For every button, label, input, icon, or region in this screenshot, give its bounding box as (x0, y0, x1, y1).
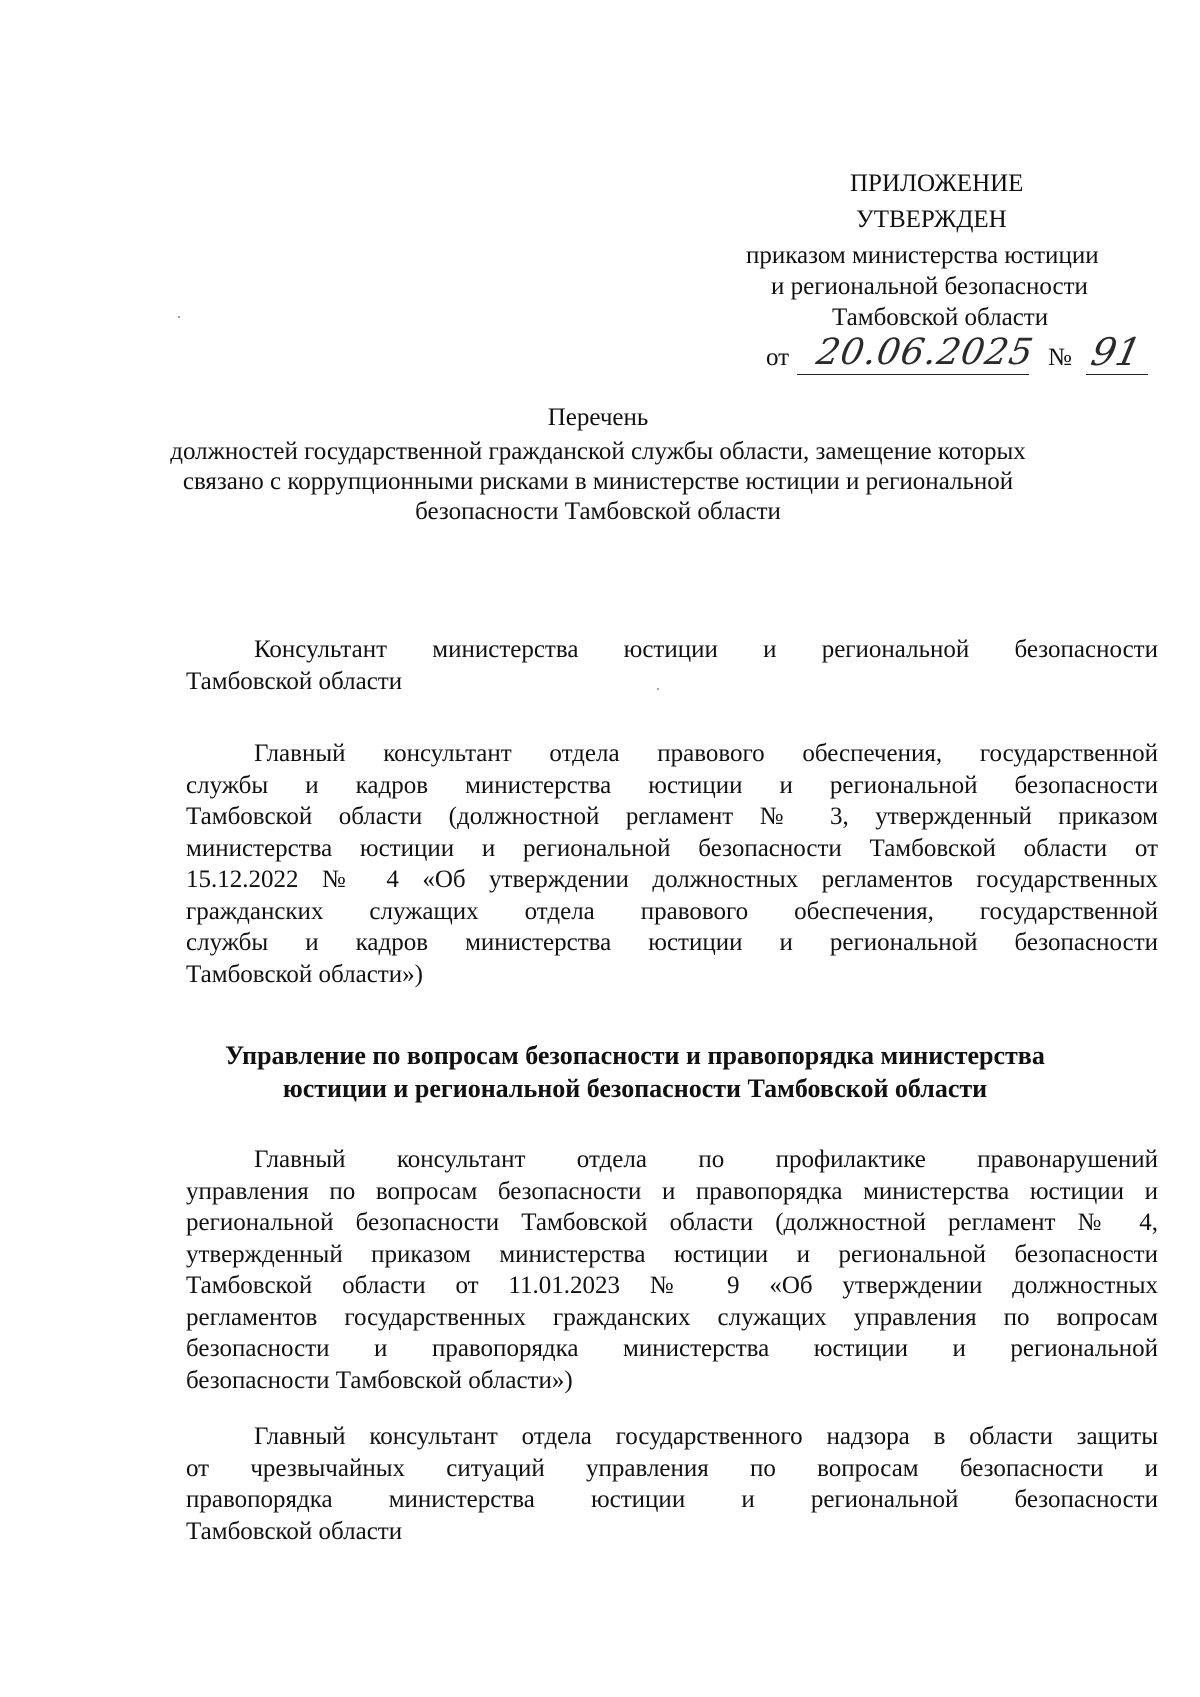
section-heading (150, 1039, 1120, 1105)
position-paragraph-emergency-dept (186, 1421, 1158, 1547)
handwritten-number: 91 (1087, 330, 1146, 374)
paragraph-line: Тамбовской области (186, 1517, 403, 1545)
title-line-2: связано с коррупционными рисками в министерстве юстиции и региональной (182, 468, 1014, 495)
paragraph-line: гражданских служащих отдела правового обеспечения, государственной (186, 897, 1158, 925)
approved-label: УТВЕРЖДЕН (856, 206, 1007, 233)
paragraph-line: Тамбовской области (должностной регламент № 3, утвержденный приказом (186, 803, 1158, 830)
section-heading-line-1: Управление по вопросам безопасности и правопорядка министерства (225, 1041, 1045, 1070)
date-prefix: от (766, 344, 790, 371)
paragraph-line: 15.12.2022 № 4 «Об утверждении должностных регламентов государственных (186, 866, 1158, 893)
title-heading: Перечень (547, 404, 649, 431)
title-line-1: должностей государственной гражданской службы области, замещение которых (170, 438, 1026, 465)
paragraph-line: регламентов государственных гражданских служащих управления по вопросам (186, 1303, 1158, 1331)
paragraph-line: Тамбовской области (186, 667, 403, 695)
paragraph-line: Тамбовской области от 11.01.2023 № 9 «Об утверждении должностных (186, 1272, 1158, 1299)
handwritten-date: 20.06.2025 (813, 332, 1037, 373)
approval-line-3: Тамбовской области (832, 304, 1049, 331)
paragraph-line: Тамбовской области») (186, 960, 423, 988)
appendix-label: ПРИЛОЖЕНИЕ (850, 170, 1024, 197)
paragraph-line: Главный консультант отдела государственного надзора в области защиты (254, 1423, 1158, 1450)
paragraph-line: от чрезвычайных ситуаций управления по вопросам безопасности и (186, 1454, 1158, 1482)
paragraph-line: службы и кадров министерства юстиции и региональной безопасности (186, 771, 1158, 799)
paragraph-line: безопасности и правопорядка министерства юстиции и региональной (186, 1335, 1158, 1362)
paragraph-line: правопорядка министерства юстиции и региональной безопасности (186, 1486, 1158, 1513)
number-field (1086, 330, 1148, 375)
date-field (797, 332, 1037, 375)
position-paragraph-consultant (186, 634, 1158, 697)
section-heading-line-2: юстиции и региональной безопасности Тамбовской области (282, 1074, 988, 1103)
document-title (150, 403, 1046, 527)
scan-speck (178, 316, 180, 318)
paragraph-line: Главный консультант отдела правового обеспечения, государственной (254, 740, 1158, 767)
approval-line-1: приказом министерства юстиции (746, 242, 1099, 269)
paragraph-line: управления по вопросам безопасности и правопорядка министерства юстиции и (186, 1177, 1158, 1205)
approval-line-2: и региональной безопасности (771, 273, 1088, 300)
order-date-number-line (766, 330, 1146, 378)
position-paragraph-legal-dept (186, 738, 1158, 990)
position-paragraph-prevention-dept (186, 1144, 1158, 1396)
title-line-3: безопасности Тамбовской области (415, 498, 781, 525)
paragraph-line: Консультант министерства юстиции и региональной безопасности (254, 636, 1158, 663)
paragraph-line: Главный консультант отдела по профилактике правонарушений (254, 1146, 1158, 1173)
paragraph-line: министерства юстиции и региональной безопасности Тамбовской области от (186, 834, 1158, 862)
paragraph-line: региональной безопасности Тамбовской области (должностной регламент № 4, (186, 1209, 1158, 1236)
paragraph-line: утвержденный приказом министерства юстиции и региональной безопасности (186, 1240, 1158, 1268)
paragraph-line: службы и кадров министерства юстиции и региональной безопасности (186, 929, 1158, 956)
paragraph-line: безопасности Тамбовской области») (186, 1366, 573, 1394)
number-label: № (1048, 344, 1072, 371)
